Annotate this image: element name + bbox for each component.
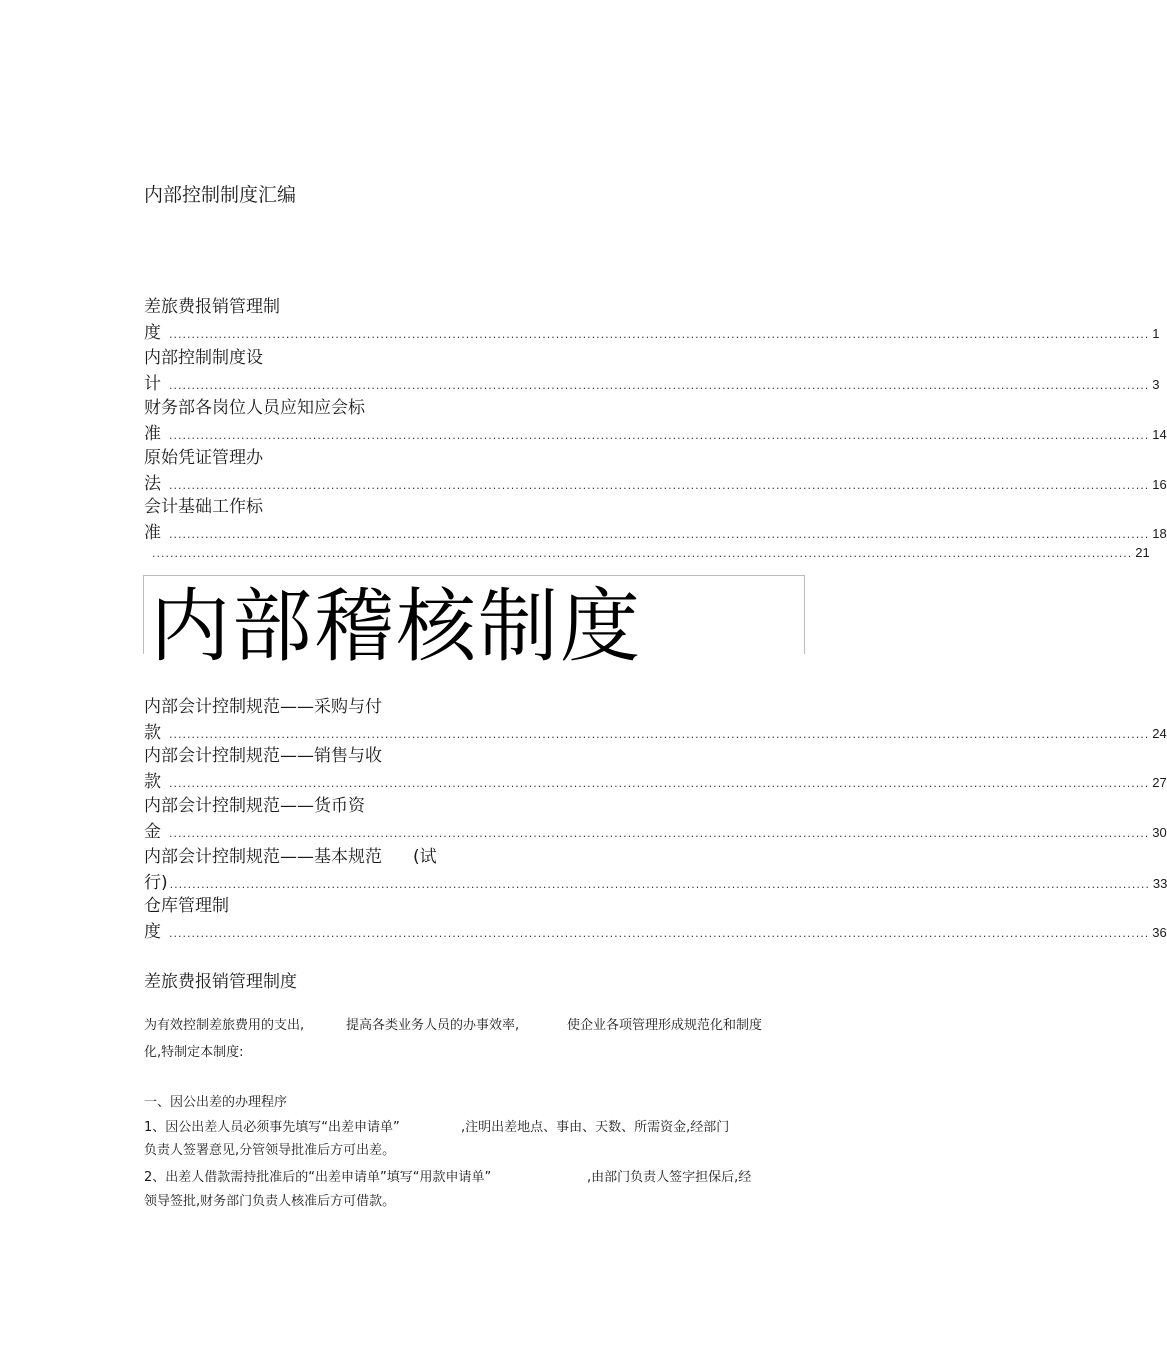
toc-entry-title: 内部会计控制规范——采购与付 (144, 697, 382, 717)
intro-part3: 使企业各项管理形成规范化和制度 (567, 1018, 763, 1033)
item-1-text-cont: ,注明出差地点、事由、天数、所需资金,经部门 (461, 1120, 730, 1135)
leader-dots: .......................................................................................................................................................................................................................... (169, 528, 1150, 541)
leader-dots: .......................................................................................................................................................................................................................... (152, 547, 1133, 560)
toc-entry-cont: 金 (144, 822, 161, 842)
toc-entry-cont: 法 (144, 474, 161, 494)
toc-entry-line (144, 718, 1167, 743)
toc-page-number: 36 (1152, 925, 1167, 940)
item-2-text-cont: ,由部门负责人签字担保后,经 (587, 1170, 752, 1185)
document-title: 内部控制制度汇编 (144, 184, 297, 206)
toc-entry-title: 原始凭证管理办 (144, 448, 263, 468)
toc-page-number: 3 (1152, 377, 1160, 392)
toc-entry-line (144, 419, 1167, 444)
toc-page-number: 33 (1152, 876, 1167, 891)
intro-part2: 提高各类业务人员的办事效率, (346, 1018, 520, 1033)
toc-entry-cont: 准 (144, 424, 161, 444)
heading-1: 一、因公出差的办理程序 (144, 1095, 288, 1110)
toc-entry-title: 内部会计控制规范——基本规范 (144, 847, 382, 867)
toc-entry-cont: 计 (144, 374, 161, 394)
toc-entry-title: 财务部各岗位人员应知应会标 (144, 398, 365, 418)
toc-page-number: 27 (1152, 775, 1167, 790)
toc-page-number: 14 (1152, 427, 1167, 442)
leader-dots: .......................................................................................................................................................................................................................... (169, 429, 1150, 442)
toc-entry-title-extra: (试 (413, 847, 437, 867)
leader-dots: .......................................................................................................................................................................................................................... (169, 827, 1150, 840)
toc-entry-cont: 度 (144, 323, 161, 343)
toc-entry-line (144, 817, 1167, 842)
toc-page-number: 30 (1152, 825, 1167, 840)
toc-entry-title: 仓库管理制 (144, 896, 229, 916)
toc-entry-cont: 准 (144, 523, 161, 543)
toc-entry-title: 内部会计控制规范——货币资 (144, 796, 365, 816)
intro-part1: 为有效控制差旅费用的支出, (144, 1018, 305, 1033)
toc-page-number: 21 (1135, 545, 1150, 560)
toc-page-number: 24 (1152, 726, 1167, 741)
toc-entry-line (144, 917, 1167, 942)
toc-entry-title: 差旅费报销管理制 (144, 297, 280, 317)
toc-entry-cont: 行) (144, 873, 168, 893)
toc-entry-cont: 度 (144, 922, 161, 942)
toc-page-number: 1 (1152, 326, 1160, 341)
toc-page-number: 16 (1152, 477, 1167, 492)
section-banner-image (143, 575, 805, 673)
item-1-text-line2: 负责人签署意见,分管领导批准后方可出差。 (144, 1143, 396, 1158)
toc-entry-title: 内部控制制度设 (144, 348, 263, 368)
leader-dots: .......................................................................................................................................................................................................................... (169, 379, 1150, 392)
leader-dots: .......................................................................................................................................................................................................................... (169, 927, 1150, 940)
toc-entry-line (144, 545, 1150, 560)
banner-text: 内部稽核制度 (150, 580, 642, 673)
leader-dots: .......................................................................................................................................................................................................................... (169, 328, 1150, 341)
toc-entry-title: 会计基础工作标 (144, 497, 263, 517)
item-1-text: 1、因公出差人员必须事先填写“出差申请单” (144, 1120, 400, 1135)
toc-entry-line (144, 518, 1167, 543)
toc-page-number: 18 (1152, 526, 1167, 541)
toc-entry-line (144, 369, 1160, 394)
section-title: 差旅费报销管理制度 (144, 972, 297, 992)
toc-entry-cont: 款 (144, 772, 161, 792)
toc-entry-line (144, 767, 1167, 792)
toc-entry-line (144, 318, 1160, 343)
item-2-text-line2: 领导签批,财务部门负责人核准后方可借款。 (144, 1194, 396, 1209)
leader-dots: .......................................................................................................................................................................................................................... (169, 878, 1150, 891)
intro-part4: 化,特制定本制度: (144, 1045, 244, 1060)
toc-entry-line (144, 868, 1167, 893)
leader-dots: .......................................................................................................................................................................................................................... (169, 777, 1150, 790)
toc-entry-cont: 款 (144, 723, 161, 743)
item-2-text: 2、出差人借款需持批准后的“出差申请单”填写“用款申请单” (144, 1170, 492, 1185)
toc-entry-title: 内部会计控制规范——销售与收 (144, 746, 382, 766)
toc-entry-line (144, 469, 1167, 494)
leader-dots: .......................................................................................................................................................................................................................... (169, 479, 1150, 492)
leader-dots: .......................................................................................................................................................................................................................... (169, 728, 1150, 741)
